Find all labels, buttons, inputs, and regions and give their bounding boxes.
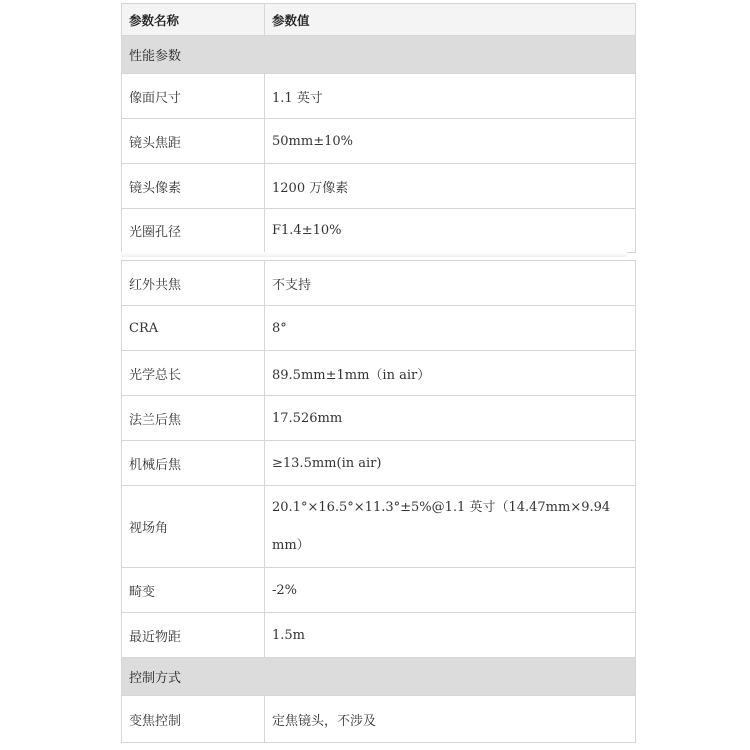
param-value: 定焦镜头，不涉及: [265, 696, 636, 743]
param-value: 1.1 英寸: [265, 74, 636, 119]
table-row: [122, 306, 636, 351]
param-value: F1.4±10%: [265, 209, 636, 253]
table-row: [122, 396, 636, 441]
param-name: 光圈孔径: [122, 209, 265, 253]
table-row: [122, 351, 636, 396]
param-name: 法兰后焦: [122, 396, 265, 441]
param-value: 50mm±10%: [265, 119, 636, 164]
param-value: 不支持: [265, 261, 636, 306]
table-row: [122, 441, 636, 486]
param-value: 17.526mm: [265, 396, 636, 441]
table-header-row: [122, 4, 636, 36]
param-value: 89.5mm±1mm（in air）: [265, 351, 636, 396]
table-row: [122, 209, 636, 253]
param-value: ≥13.5mm(in air): [265, 441, 636, 486]
param-value: 20.1°×16.5°×11.3°±5%@1.1 英寸（14.47mm×9.94mm）: [265, 486, 636, 568]
table-row: [122, 119, 636, 164]
table-row: [122, 261, 636, 306]
table-row: [122, 568, 636, 613]
table-row: [122, 486, 636, 568]
section-row: [122, 658, 636, 696]
param-name: 像面尺寸: [122, 74, 265, 119]
table-row: [122, 696, 636, 743]
param-name: CRA: [122, 306, 265, 351]
table-row: [122, 164, 636, 209]
param-value: 1200 万像素: [265, 164, 636, 209]
param-name: 视场角: [122, 486, 265, 568]
page-break-divider: [121, 252, 627, 257]
param-name: 镜头像素: [122, 164, 265, 209]
section-title-performance: 性能参数: [122, 36, 636, 74]
param-name: 最近物距: [122, 613, 265, 658]
section-row: [122, 36, 636, 74]
param-name: 机械后焦: [122, 441, 265, 486]
param-value: 8°: [265, 306, 636, 351]
table-row: [122, 74, 636, 119]
spec-table-continued: [121, 260, 636, 743]
param-value: -2%: [265, 568, 636, 613]
param-name: 红外共焦: [122, 261, 265, 306]
spec-table-performance: [121, 3, 636, 253]
param-name: 变焦控制: [122, 696, 265, 743]
header-param-name: 参数名称: [122, 4, 265, 36]
header-param-value: 参数值: [265, 4, 636, 36]
param-name: 畸变: [122, 568, 265, 613]
param-name: 镜头焦距: [122, 119, 265, 164]
table-row: [122, 613, 636, 658]
param-name: 光学总长: [122, 351, 265, 396]
param-value: 1.5m: [265, 613, 636, 658]
section-title-control: 控制方式: [122, 658, 636, 696]
